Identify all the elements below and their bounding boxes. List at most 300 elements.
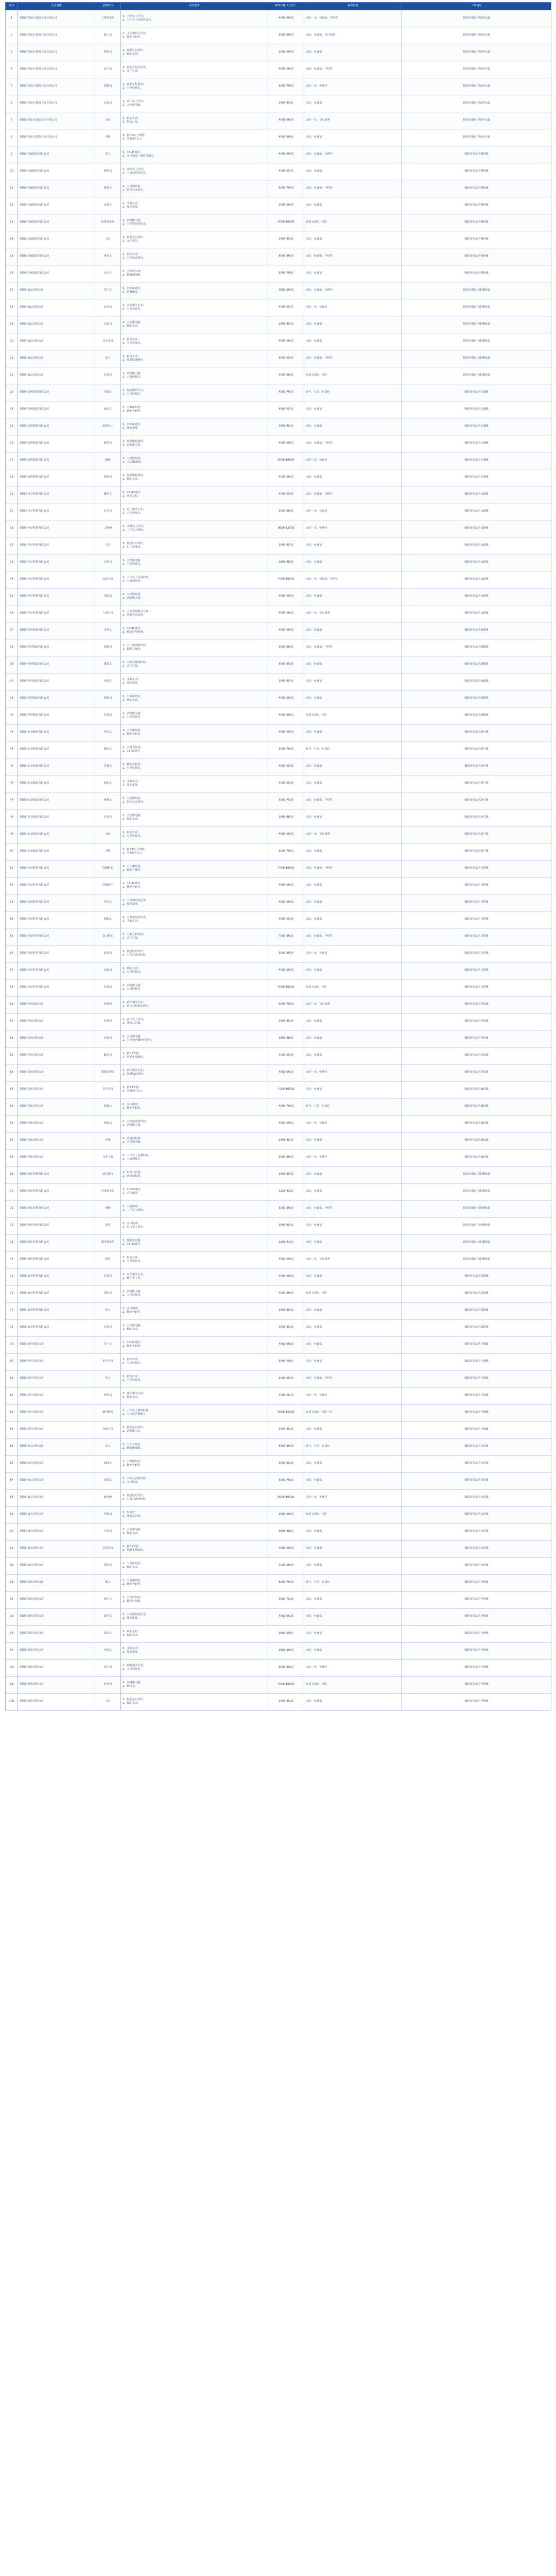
requirement-line: 1、财会专业； [123, 1256, 141, 1259]
requirement-line: 2、熟悉设备维护。 [123, 359, 146, 362]
requirement-line: 2、细心负责。 [123, 1328, 141, 1331]
row-index: 75 [6, 1268, 18, 1285]
work-address: 揭阳市揭东区曲溪街道 [402, 367, 551, 384]
table-row [6, 1268, 551, 1285]
job-requirements [121, 1370, 268, 1387]
table-row [6, 1064, 551, 1081]
table-row [6, 962, 551, 979]
row-index: 65 [6, 1098, 18, 1115]
work-address: 揭阳市揭东区月城镇 [402, 1353, 551, 1370]
job-post: 设计师 [95, 1489, 121, 1506]
company-name: 揭阳市建材有限公司 [18, 1421, 95, 1438]
requirement-line: 1、沟通能力强； [123, 1290, 143, 1293]
salary: 4000-8000 [268, 367, 304, 384]
row-index: 16 [6, 265, 18, 282]
job-requirements [121, 112, 268, 129]
requirement-line: 1、持叉车证； [123, 337, 141, 341]
job-post: 文员 [95, 231, 121, 248]
company-name: 揭阳市陶瓷有限公司 [18, 1591, 95, 1608]
job-requirements [121, 1166, 268, 1183]
row-index: 58 [6, 979, 18, 996]
job-requirements [121, 1557, 268, 1574]
row-index: 27 [6, 452, 18, 469]
work-address: 揭阳市揭东区新亨镇 [402, 741, 551, 758]
job-post: 电工 [95, 350, 121, 367]
benefits: 五险、包食宿、年终奖 [304, 61, 402, 78]
benefits: 底薪+提成、五险 [304, 979, 402, 996]
job-post: 品质主管 [95, 571, 121, 588]
requirement-line: 2、驾龄5年以上。 [123, 1090, 145, 1093]
row-index: 40 [6, 673, 18, 690]
row-index: 99 [6, 1676, 18, 1693]
table-row [6, 1557, 551, 1574]
requirement-line: 2、会CAD制版。 [123, 461, 144, 464]
requirement-line: 2、持会计证。 [123, 121, 141, 124]
benefits: 底薪+提成、五险 [304, 367, 402, 384]
benefits: 五险一金、节日福利 [304, 996, 402, 1013]
row-index: 55 [6, 928, 18, 945]
requirement-line: 2、有经验优先。 [123, 835, 143, 838]
salary: 3500-5000 [268, 197, 304, 214]
benefits: 五险、包食宿、节日福利 [304, 27, 402, 44]
benefits: 底薪+提成、五险 [304, 1506, 402, 1523]
benefits: 五险一金、包食宿、年终奖 [304, 10, 402, 27]
work-address: 揭阳市揭东区龙尾镇 [402, 996, 551, 1013]
requirement-line: 1、会使用电脑； [123, 1035, 143, 1038]
work-address: 揭阳市揭东区桂岭镇 [402, 1608, 551, 1625]
job-requirements [121, 741, 268, 758]
salary: 3800-5000 [268, 1642, 304, 1659]
requirement-line: 1、会使用电脑； [123, 320, 143, 324]
row-index: 61 [6, 1030, 18, 1047]
salary: 4500-6000 [268, 826, 304, 843]
requirement-line: 1、熟悉办公软件； [123, 1426, 146, 1429]
row-index: 22 [6, 367, 18, 384]
benefits: 五险、包食宿 [304, 758, 402, 775]
company-name: 揭阳市揭东区建筑工程有限公司 [18, 129, 95, 146]
table-row [6, 401, 551, 418]
job-requirements [121, 1608, 268, 1625]
requirement-line: 1、有采购经验； [123, 592, 143, 596]
job-post: 木工 [95, 1438, 121, 1455]
row-index: 52 [6, 877, 18, 894]
job-post: 成型工 [95, 1608, 121, 1625]
requirement-line: 1、陶瓷相关专业； [123, 1664, 146, 1667]
salary: 5000-6500 [268, 1370, 304, 1387]
benefits: 五险、包食宿、年终奖 [304, 860, 402, 877]
work-address: 揭阳市揭东区城西大道 [402, 129, 551, 146]
job-post: 文员 [95, 537, 121, 554]
benefits: 五险、包食宿 [304, 129, 402, 146]
job-requirements [121, 962, 268, 979]
salary: 8000-15000 [268, 1404, 304, 1421]
requirement-line: 1、持焊工证； [123, 252, 141, 256]
row-index: 46 [6, 775, 18, 792]
work-address: 揭阳市揭东区新亨镇 [402, 843, 551, 860]
table-row [6, 367, 551, 384]
benefits: 五险、包食宿 [304, 911, 402, 928]
row-index: 59 [6, 996, 18, 1013]
benefits: 五险、包食宿 [304, 469, 402, 486]
benefits: 五险一金、节日福利 [304, 826, 402, 843]
job-requirements [121, 418, 268, 435]
work-address: 揭阳市揭东区埔田镇 [402, 1132, 551, 1149]
row-index: 53 [6, 894, 18, 911]
row-index: 67 [6, 1132, 18, 1149]
job-requirements [121, 1489, 268, 1506]
table-row [6, 1132, 551, 1149]
job-requirements [121, 1115, 268, 1132]
salary: 4000-6000 [268, 605, 304, 622]
company-name: 揭阳市金属制品有限公司 [18, 163, 95, 180]
salary: 4000-10000 [268, 214, 304, 231]
job-post: 前台接待 [95, 1166, 121, 1183]
table-row [6, 673, 551, 690]
table-row [6, 1693, 551, 1710]
company-name: 揭阳市金属制品有限公司 [18, 180, 95, 197]
salary: 5000-7000 [268, 265, 304, 282]
requirement-line: 1、18-50周岁； [123, 286, 143, 290]
job-requirements [121, 1268, 268, 1285]
benefits: 五险、包食宿 [304, 1591, 402, 1608]
benefits: 五险、包食宿 [304, 877, 402, 894]
company-name: 揭阳市酒店管理有限公司 [18, 1251, 95, 1268]
salary: 3200-4200 [268, 1234, 304, 1251]
row-index: 93 [6, 1574, 18, 1591]
job-requirements [121, 1591, 268, 1608]
company-name: 揭阳市物流有限公司 [18, 1081, 95, 1098]
table-row [6, 809, 551, 826]
requirement-line: 2、有经验优先。 [123, 308, 143, 311]
table-row [6, 758, 551, 775]
benefits: 五险、包食宿 [304, 95, 402, 112]
requirement-line: 2、有团队管理能力。 [123, 1413, 148, 1416]
job-requirements [121, 588, 268, 605]
benefits: 五险、包食宿 [304, 1268, 402, 1285]
job-post: 印刷机长 [95, 860, 121, 877]
table-row [6, 520, 551, 537]
salary: 3500-4500 [268, 1166, 304, 1183]
benefits: 五险一金、包食宿 [304, 452, 402, 469]
company-name: 揭阳市揭东区建筑工程有限公司 [18, 10, 95, 27]
company-name: 揭阳市农业科技有限公司 [18, 1285, 95, 1302]
requirement-line: 1、有物流调度经验； [123, 1120, 148, 1123]
salary: 7000-10000 [268, 571, 304, 588]
work-address: 揭阳市揭东区月城镇 [402, 1370, 551, 1387]
requirement-line: 1、财会专业； [123, 116, 141, 120]
job-post: 车缝工 [95, 384, 121, 401]
table-row [6, 537, 551, 554]
benefits: 计件、五险、包食宿 [304, 1098, 402, 1115]
benefits: 计件、五险、包食宿 [304, 1438, 402, 1455]
requirement-line: 1、熟悉办公软件； [123, 48, 146, 52]
company-name: 揭阳市揭东区建筑工程有限公司 [18, 78, 95, 95]
requirement-line: 1、手脚灵活； [123, 201, 141, 205]
requirement-line: 1、持C1驾照； [123, 1052, 142, 1055]
table-row [6, 1234, 551, 1251]
company-name: 揭阳市物流有限公司 [18, 1132, 95, 1149]
benefits: 五险、包食宿 [304, 656, 402, 673]
row-index: 81 [6, 1370, 18, 1387]
header-requirements: 岗位要求 [121, 3, 268, 10]
table-row [6, 1574, 551, 1591]
salary: 4500-6500 [268, 401, 304, 418]
work-address: 揭阳市揭东区月城镇 [402, 1404, 551, 1421]
work-address: 揭阳市揭东区玉滘镇 [402, 1489, 551, 1506]
table-row [6, 894, 551, 911]
requirement-line: 2、有经验优先。 [123, 342, 143, 345]
job-post: 拣选工 [95, 1625, 121, 1642]
work-address: 揭阳市揭东区城西大道 [402, 112, 551, 129]
row-index: 13 [6, 214, 18, 231]
row-index: 63 [6, 1064, 18, 1081]
table-row [6, 1251, 551, 1268]
company-name: 揭阳市陶瓷有限公司 [18, 1642, 95, 1659]
salary: 6000-8000 [268, 248, 304, 265]
work-address: 揭阳市揭东区玉湖镇 [402, 384, 551, 401]
job-requirements [121, 843, 268, 860]
job-requirements [121, 367, 268, 384]
benefits: 五险、包食宿 [304, 1557, 402, 1574]
work-address: 揭阳市揭东区桂岭镇 [402, 1591, 551, 1608]
row-index: 54 [6, 911, 18, 928]
benefits: 五险一金、年终奖 [304, 1064, 402, 1081]
table-row [6, 588, 551, 605]
benefits: 五险、包食宿 [304, 1693, 402, 1710]
table-row [6, 843, 551, 860]
job-post: 销售员 [95, 1285, 121, 1302]
work-address: 揭阳市揭东区玉湖镇 [402, 401, 551, 418]
row-index: 62 [6, 1047, 18, 1064]
requirement-line: 1、熟悉服装流程； [123, 439, 146, 443]
salary: 7000-10000 [268, 1081, 304, 1098]
requirement-line: 1、有裁床经验； [123, 405, 143, 409]
benefits: 五险、包食宿 [304, 401, 402, 418]
job-post: 窑炉工 [95, 1591, 121, 1608]
salary: 4500-6500 [268, 758, 304, 775]
table-row [6, 741, 551, 758]
requirement-line: 2、有经验者优先。 [123, 257, 146, 260]
requirement-line: 2、细心负责。 [123, 325, 141, 328]
row-index: 32 [6, 537, 18, 554]
company-name: 揭阳市电子科技有限公司 [18, 554, 95, 571]
salary: 5000-8000 [268, 945, 304, 962]
row-index: 25 [6, 418, 18, 435]
company-name: 揭阳市酒店管理有限公司 [18, 1183, 95, 1200]
job-post: 注塑工 [95, 622, 121, 639]
salary: 3500-5000 [268, 44, 304, 61]
work-address: 揭阳市揭东区桂岭镇 [402, 1676, 551, 1693]
job-requirements [121, 214, 268, 231]
job-requirements [121, 78, 268, 95]
salary: 4000-5000 [268, 690, 304, 707]
job-requirements [121, 27, 268, 44]
job-post: 电工 [95, 1370, 121, 1387]
job-requirements [121, 1098, 268, 1115]
job-post: 工程师 [95, 520, 121, 537]
job-requirements [121, 1081, 268, 1098]
job-requirements [121, 401, 268, 418]
row-index: 18 [6, 299, 18, 316]
work-address: 揭阳市揭东区玉湖镇 [402, 469, 551, 486]
company-name: 揭阳市塑料制品有限公司 [18, 707, 95, 724]
job-requirements [121, 1421, 268, 1438]
salary: 5000-7000 [268, 996, 304, 1013]
benefits: 五险、包食宿 [304, 809, 402, 826]
job-requirements [121, 1217, 268, 1234]
job-post: 装卸工 [95, 1098, 121, 1115]
requirement-line: 2、持执业药师证优先。 [123, 1005, 151, 1008]
requirement-line: 2、女性优先。 [123, 240, 141, 243]
work-address: 揭阳市揭东区埔田镇 [402, 1081, 551, 1098]
salary: 3800-4800 [268, 1030, 304, 1047]
table-row [6, 911, 551, 928]
row-index: 66 [6, 1115, 18, 1132]
requirement-line: 1、视力良好； [123, 1630, 141, 1633]
work-address: 揭阳市揭东区曲溪街道 [402, 333, 551, 350]
salary: 5000-8000 [268, 1200, 304, 1217]
salary: 4500-6500 [268, 911, 304, 928]
requirement-line: 2、能出差。 [123, 1685, 138, 1688]
requirement-line: 2、有质检经验优先。 [123, 172, 148, 175]
row-index: 50 [6, 843, 18, 860]
work-address: 揭阳市揭东区桂岭镇 [402, 1693, 551, 1710]
job-requirements [121, 333, 268, 350]
requirement-line: 1、有注塑调机经验； [123, 643, 148, 647]
requirement-line: 2、沟通能力好。 [123, 1430, 143, 1433]
row-index: 85 [6, 1438, 18, 1455]
requirement-line: 1、沟通能力强； [123, 711, 143, 715]
row-index: 71 [6, 1200, 18, 1217]
salary: 3500-4500 [268, 231, 304, 248]
table-row [6, 1200, 551, 1217]
table-row [6, 928, 551, 945]
job-requirements [121, 1455, 268, 1472]
job-post: 仓管员 [95, 1030, 121, 1047]
job-requirements [121, 1064, 268, 1081]
work-address: 揭阳市揭东区白塔镇 [402, 979, 551, 996]
row-index: 98 [6, 1659, 18, 1676]
row-index: 95 [6, 1608, 18, 1625]
benefits: 五险、包食宿 [304, 163, 402, 180]
row-index: 14 [6, 231, 18, 248]
benefits: 五险、包食宿 [304, 588, 402, 605]
row-index: 21 [6, 350, 18, 367]
salary: 4000-5000 [268, 129, 304, 146]
job-post: 业务员 [95, 1676, 121, 1693]
job-requirements [121, 945, 268, 962]
salary: 4500-6000 [268, 622, 304, 639]
company-name: 揭阳市家具有限公司 [18, 1540, 95, 1557]
work-address: 揭阳市揭东区龙尾镇 [402, 1064, 551, 1081]
work-address: 揭阳市揭东区龙尾镇 [402, 1030, 551, 1047]
salary: 4000-10000 [268, 1676, 304, 1693]
requirement-line: 1、大专以上学历； [123, 14, 146, 18]
table-row [6, 316, 551, 333]
salary: 4500-7000 [268, 384, 304, 401]
work-address: 揭阳市揭东区霖磐镇 [402, 1319, 551, 1336]
requirement-line: 2、会使用电脑。 [123, 104, 143, 107]
salary: 4000-6000 [268, 1268, 304, 1285]
company-name: 揭阳市纺织服装有限公司 [18, 384, 95, 401]
requirement-line: 1、细心负责； [123, 967, 141, 970]
work-address: 揭阳市揭东区埔田镇 [402, 1115, 551, 1132]
requirement-line: 2、手脚灵活。 [123, 920, 141, 923]
work-address: 揭阳市揭东区锡场镇 [402, 146, 551, 163]
row-index: 74 [6, 1251, 18, 1268]
job-post: 电焊工 [95, 248, 121, 265]
salary: 5500-7500 [268, 1591, 304, 1608]
row-index: 49 [6, 826, 18, 843]
benefits: 底薪+提成、五险 [304, 214, 402, 231]
job-requirements [121, 1132, 268, 1149]
job-requirements [121, 248, 268, 265]
job-post: 调机员 [95, 639, 121, 656]
company-name: 揭阳市纺织服装有限公司 [18, 435, 95, 452]
job-post: 质检员 [95, 163, 121, 180]
salary: 5000-7000 [268, 180, 304, 197]
job-requirements [121, 197, 268, 214]
job-requirements [121, 1404, 268, 1421]
table-row [6, 299, 551, 316]
company-name: 揭阳市农业科技有限公司 [18, 1319, 95, 1336]
requirement-line: 2、能吃苦耐劳。 [123, 733, 143, 736]
salary: 7000-10000 [268, 860, 304, 877]
work-address: 揭阳市揭东区云路镇 [402, 520, 551, 537]
requirement-line: 1、持C1驾照； [123, 1545, 142, 1548]
row-index: 92 [6, 1557, 18, 1574]
requirement-line: 1、形象气质佳； [123, 1171, 143, 1174]
requirement-line: 1、熟悉办公软件； [123, 235, 146, 239]
company-name: 揭阳市建材有限公司 [18, 1353, 95, 1370]
company-name: 揭阳市酒店管理有限公司 [18, 1166, 95, 1183]
table-row [6, 418, 551, 435]
benefits: 五险、包食宿 [304, 1217, 402, 1234]
salary: 4500-6000 [268, 894, 304, 911]
row-index: 97 [6, 1642, 18, 1659]
requirement-line: 1、沟通能力强； [123, 1681, 143, 1684]
work-address: 揭阳市揭东区新亨镇 [402, 758, 551, 775]
salary: 5000-7000 [268, 843, 304, 860]
requirement-line: 1、有抛光经验； [123, 745, 143, 749]
job-requirements [121, 639, 268, 656]
job-post: 资料员 [95, 44, 121, 61]
job-requirements [121, 316, 268, 333]
row-index: 2 [6, 27, 18, 44]
job-post: 尾部杂工 [95, 418, 121, 435]
job-requirements [121, 928, 268, 945]
salary: 3500-4500 [268, 1421, 304, 1438]
job-requirements [121, 299, 268, 316]
benefits: 五险、包食宿 [304, 1302, 402, 1319]
row-index: 35 [6, 588, 18, 605]
table-row [6, 1642, 551, 1659]
work-address: 揭阳市揭东区曲溪街道 [402, 1166, 551, 1183]
company-name: 揭阳市建材有限公司 [18, 1387, 95, 1404]
company-name: 揭阳市家具有限公司 [18, 1523, 95, 1540]
company-name: 揭阳市金属制品有限公司 [18, 197, 95, 214]
requirement-line: 2、持健康证。 [123, 291, 141, 294]
company-name: 揭阳市家具有限公司 [18, 1438, 95, 1455]
requirement-line: 2、有经验优先。 [123, 1362, 143, 1365]
row-index: 57 [6, 962, 18, 979]
row-index: 70 [6, 1183, 18, 1200]
salary: 4500-6000 [268, 1336, 304, 1353]
row-index: 15 [6, 248, 18, 265]
work-address: 揭阳市揭东区地都镇 [402, 673, 551, 690]
row-index: 56 [6, 945, 18, 962]
company-name: 揭阳市家具有限公司 [18, 1489, 95, 1506]
